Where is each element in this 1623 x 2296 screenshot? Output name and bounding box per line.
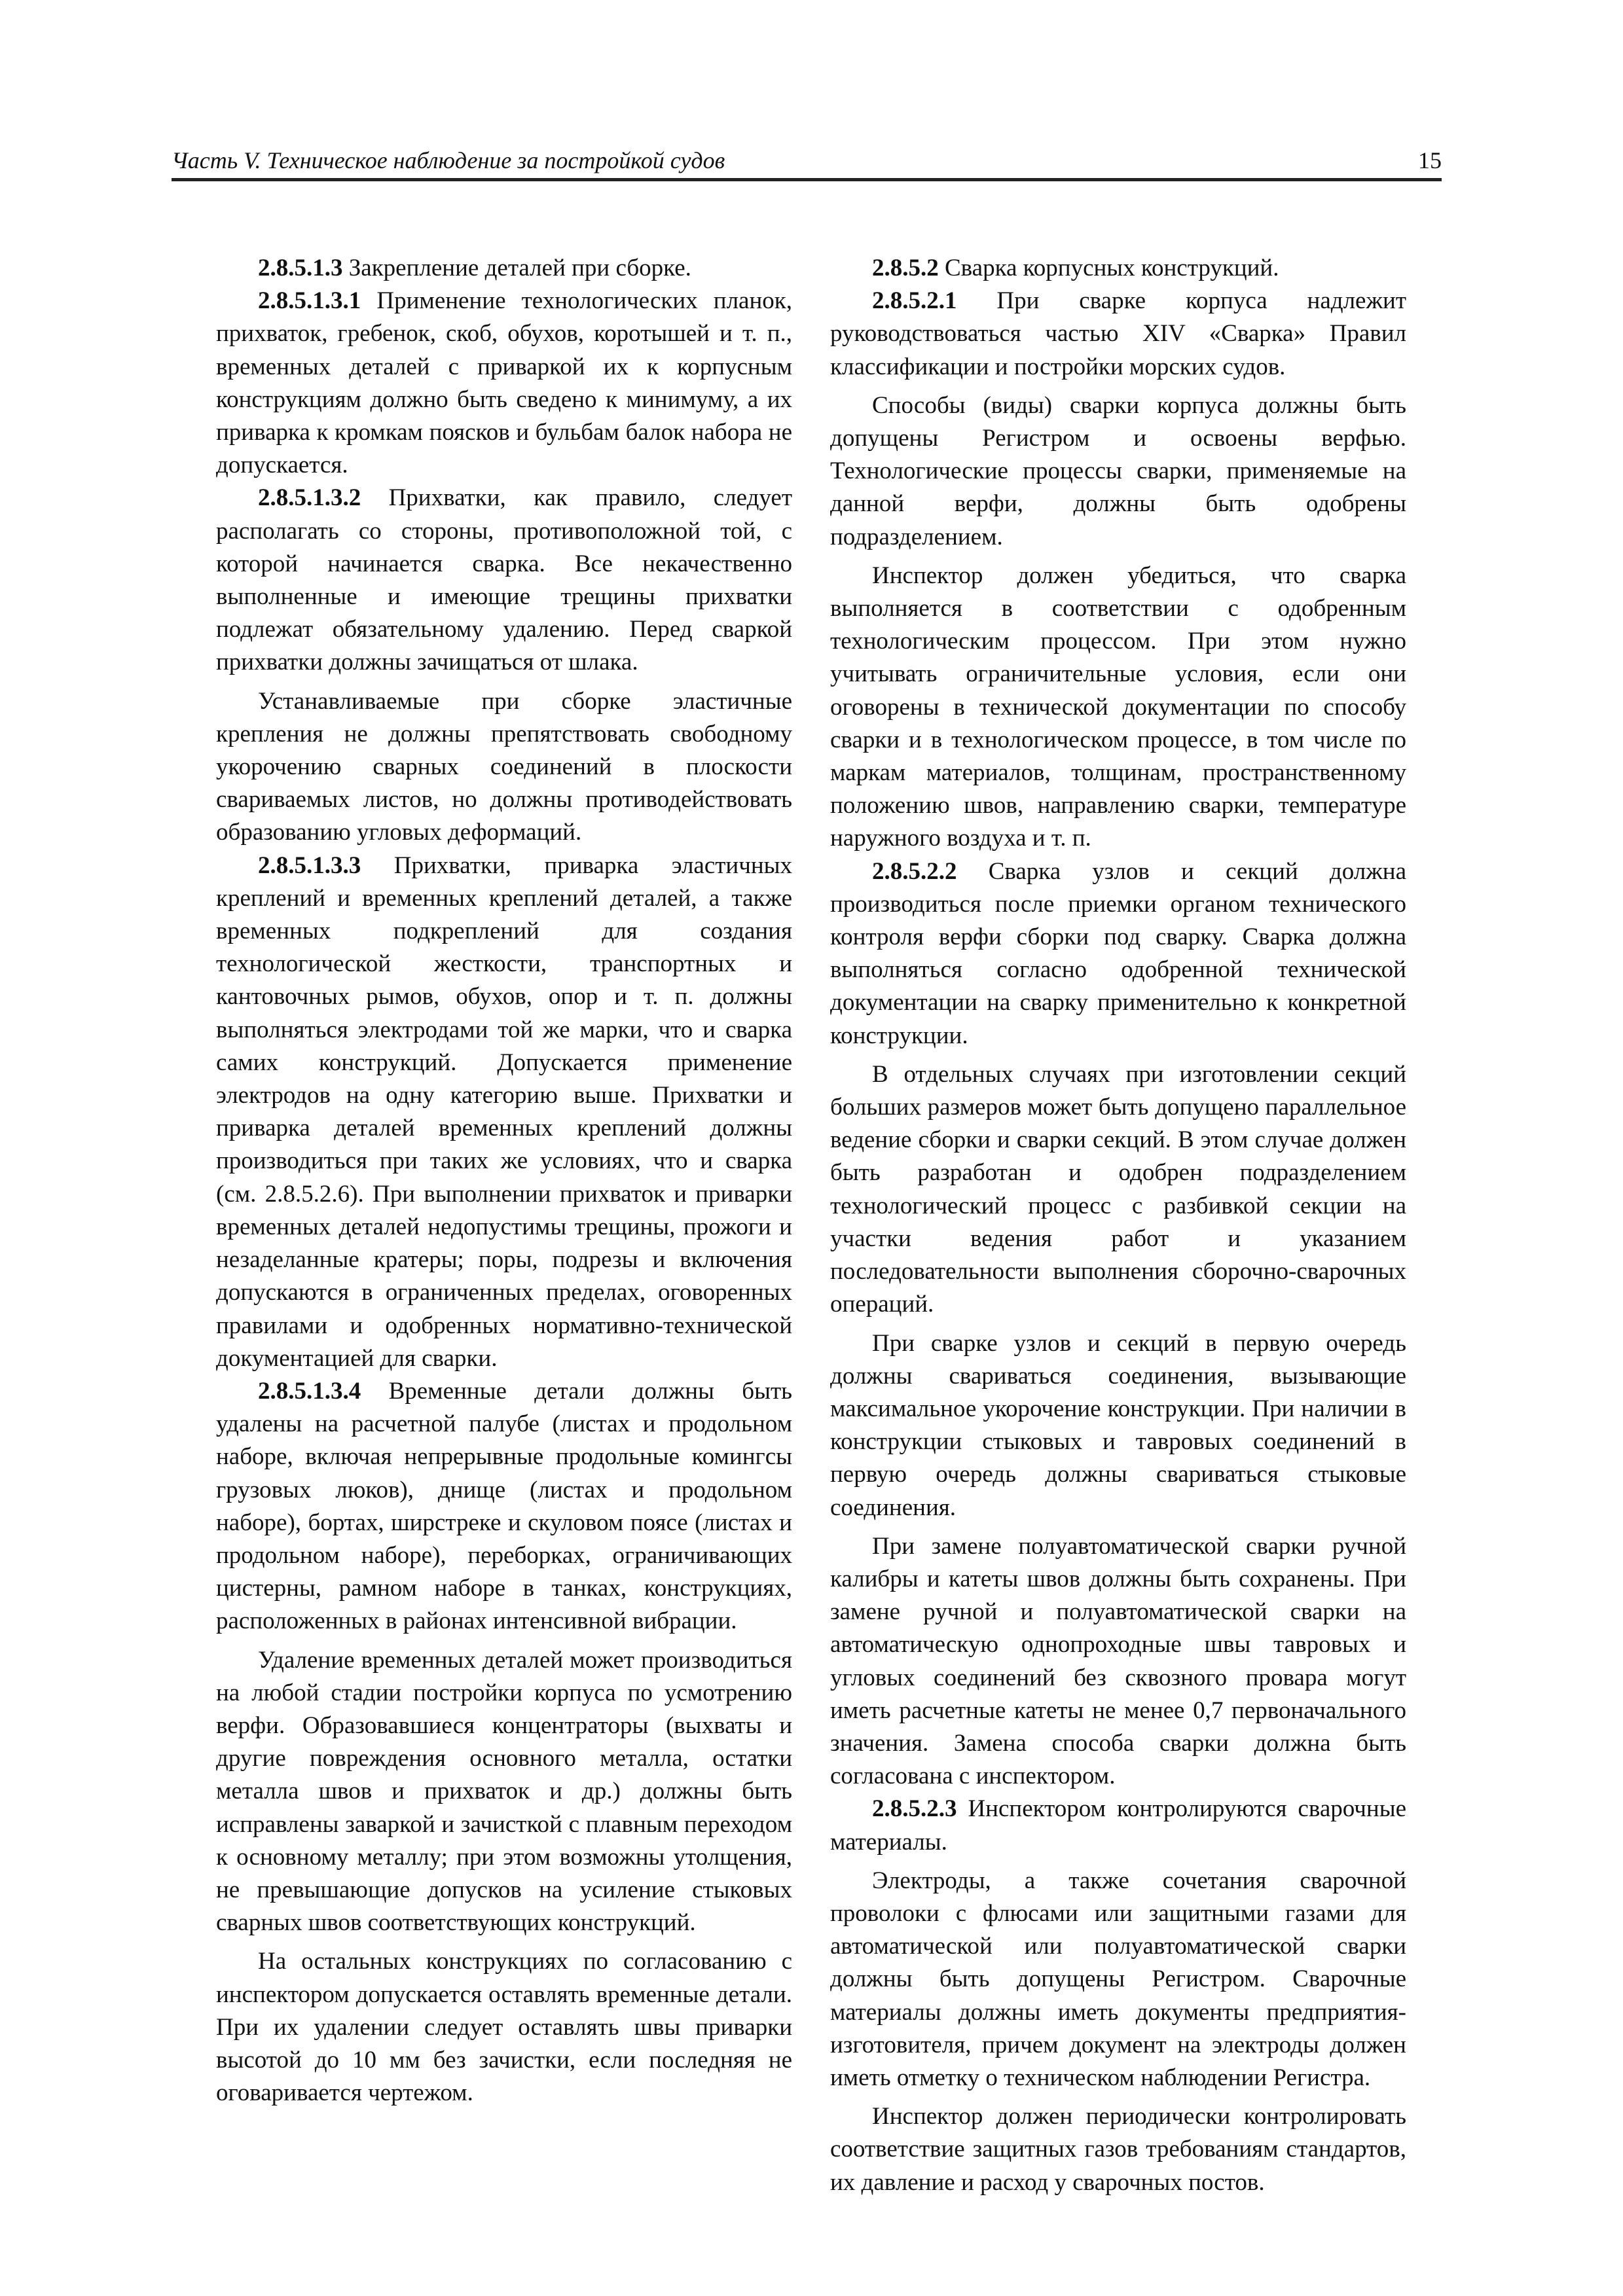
left-column: [216, 252, 792, 2109]
paragraph: [830, 1058, 1406, 1321]
paragraph: [216, 482, 792, 679]
paragraph-text: Закрепление деталей при сборке.: [342, 255, 691, 281]
paragraph-text: Инспектор должен периодически контролировать соответствие защитных газов требованиям стандартов, их давление и расход у сварочных постов.: [830, 2103, 1406, 2196]
paragraph-text: Удаление временных деталей может производиться на любой стадии постройки корпуса по усмотрению верфи. Образовавшиеся концентраторы (выхваты и другие повреждения основного металла, остатки металла швов и прихваток и др.) должны быть исправлены заваркой и зачисткой с плавным переходом к основному металлу; при этом возможны утолщения, не превышающие допусков на усиление стыковых сварных швов соответствующих конструкций.: [216, 1646, 792, 1937]
paragraph-text: В отдельных случаях при изготовлении секций больших размеров может быть допущено параллельное ведение сборки и сварки секций. В этом случае должен быть разработан и одобрен подразделением технологический процесс с разбивкой секции на участки ведения работ и указанием последовательности выполнения сборочно-сварочных операций.: [830, 1060, 1406, 1318]
paragraph: [216, 1945, 792, 2109]
paragraph: [216, 285, 792, 482]
section-number: 2.8.5.2.3: [872, 1795, 957, 1823]
paragraph: [830, 1327, 1406, 1524]
header-title: Часть V. Техническое наблюдение за постройкой судов: [172, 147, 725, 173]
paragraph: [830, 855, 1406, 1052]
paragraph-text: Прихватки, как правило, следует располагать со стороны, противоположной той, с которой начинается сварка. Все некачественно выполненные и имеющие трещины прихватки подлежат обязательному удалению. Перед сваркой прихватки должны зачищаться от шлака.: [216, 484, 792, 676]
section-number: 2.8.5.2.1: [872, 287, 957, 315]
section-number: 2.8.5.1.3.3: [258, 852, 361, 879]
paragraph-text: При замене полуавтоматической сварки ручной калибры и катеты швов должны быть сохранены. При замене ручной и полуавтоматической сварки на автоматическую однопроходные швы тавровых и угловых соединений без сквозного провара могут иметь расчетные катеты не менее 0,7 первоначального значения. Замена способа сварки должна быть согласована с инспектором.: [830, 1532, 1406, 1790]
paragraph-text: Сварка корпусных конструкций.: [938, 255, 1279, 281]
paragraph-text: Инспектором контролируются сварочные материалы.: [830, 1795, 1406, 1856]
paragraph-text: Применение технологических планок, прихваток, гребенок, скоб, обухов, коротышей и т. п., временных деталей с приваркой их к корпусным конструкциям должно быть сведено к минимуму, а их приварка к кромкам поясков и бульбам балок набора не допускается.: [216, 287, 792, 479]
paragraph: [216, 685, 792, 850]
paragraph-text: Прихватки, приварка эластичных креплений и временных креплений деталей, а также временных подкреплений для создания технологической жесткости, транспортных и кантовочных рымов, обухов, опор и т. п. должны выполняться электродами той же марки, что и сварка самих конструкций. Допускается применение электродов на одну категорию выше. Прихватки и приварка деталей временных креплений должны производиться при таких же условиях, что и сварка (см. 2.8.5.2.6). При выполнении прихваток и приварки временных деталей недопустимы трещины, прожоги и незаделанные кратеры; поры, подрезы и включения допускаются в ограниченных пределах, оговоренных правилами и одобренных нормативно-технической документацией для сварки.: [216, 852, 792, 1372]
section-number: 2.8.5.1.3.1: [258, 287, 361, 315]
paragraph: [830, 389, 1406, 554]
section-number: 2.8.5.2.2: [872, 857, 957, 885]
paragraph: [216, 1375, 792, 1638]
paragraph: [216, 850, 792, 1375]
section-number: 2.8.5.2: [872, 255, 939, 281]
page-number: 15: [1418, 147, 1442, 173]
paragraph: [830, 252, 1406, 285]
paragraph: [830, 1530, 1406, 1793]
paragraph-text: Временные детали должны быть удалены на расчетной палубе (листах и продольном наборе, включая непрерывные продольные комингсы грузовых люков), днище (листах и продольном наборе), бортах, ширстреке и скуловом поясе (листах и продольном наборе), переборках, ограничивающих цистерны, рамном наборе в танках, конструкциях, расположенных в районах интенсивной вибрации.: [216, 1377, 792, 1635]
paragraph: [216, 252, 792, 285]
paragraph: [830, 2100, 1406, 2199]
section-number: 2.8.5.1.3.2: [258, 484, 361, 512]
paragraph: [830, 560, 1406, 855]
paragraph-text: Инспектор должен убедиться, что сварка выполняется в соответствии с одобренным технологическим процессом. При этом нужно учитывать ограничительные условия, если они оговорены в технической документации по способу сварки и в технологическом процессе, в том числе по маркам материалов, толщинам, пространственному положению швов, направлению сварки, температуре наружного воздуха и т. п.: [830, 562, 1406, 852]
section-number: 2.8.5.1.3.4: [258, 1377, 361, 1405]
paragraph: [830, 1865, 1406, 2094]
paragraph: [216, 1644, 792, 1940]
paragraph: [830, 285, 1406, 384]
section-number: 2.8.5.1.3: [258, 255, 343, 281]
paragraph-text: При сварке узлов и секций в первую очередь должны свариваться соединения, вызывающие максимальное укорочение конструкции. При наличии в конструкции стыковых и тавровых соединений в первую очередь должны свариваться стыковые соединения.: [830, 1329, 1406, 1521]
running-header: [172, 145, 1442, 181]
right-column: [830, 252, 1406, 2199]
paragraph-text: Сварка узлов и секций должна производиться после приемки органом технического контроля верфи сборки под сварку. Сварка должна выполняться согласно одобренной технической документации на сварку применительно к конкретной конструкции.: [830, 857, 1406, 1049]
paragraph-text: Электроды, а также сочетания сварочной проволоки с флюсами или защитными газами для автоматической или полуавтоматической сварки должны быть допущены Регистром. Сварочные материалы должны иметь документы предприятия-изготовителя, причем документ на электроды должен иметь отметку о техническом наблюдении Регистра.: [830, 1867, 1406, 2091]
paragraph: [830, 1793, 1406, 1858]
paragraph-text: Устанавливаемые при сборке эластичные крепления не должны препятствовать свободному укорочению сварных соединений в плоскости свариваемых листов, но должны противодействовать образованию угловых деформаций.: [216, 687, 792, 846]
paragraph-text: Способы (виды) сварки корпуса должны быть допущены Регистром и освоены верфью. Технологические процессы сварки, применяемые на данной верфи, должны быть одобрены подразделением.: [830, 391, 1406, 550]
paragraph-text: При сварке корпуса надлежит руководствоваться частью XIV «Сварка» Правил классификации и постройки морских судов.: [830, 287, 1406, 380]
paragraph-text: На остальных конструкциях по согласованию с инспектором допускается оставлять временные детали. При их удалении следует оставлять швы приварки высотой до 10 мм без зачистки, если последняя не оговаривается чертежом.: [216, 1948, 792, 2107]
